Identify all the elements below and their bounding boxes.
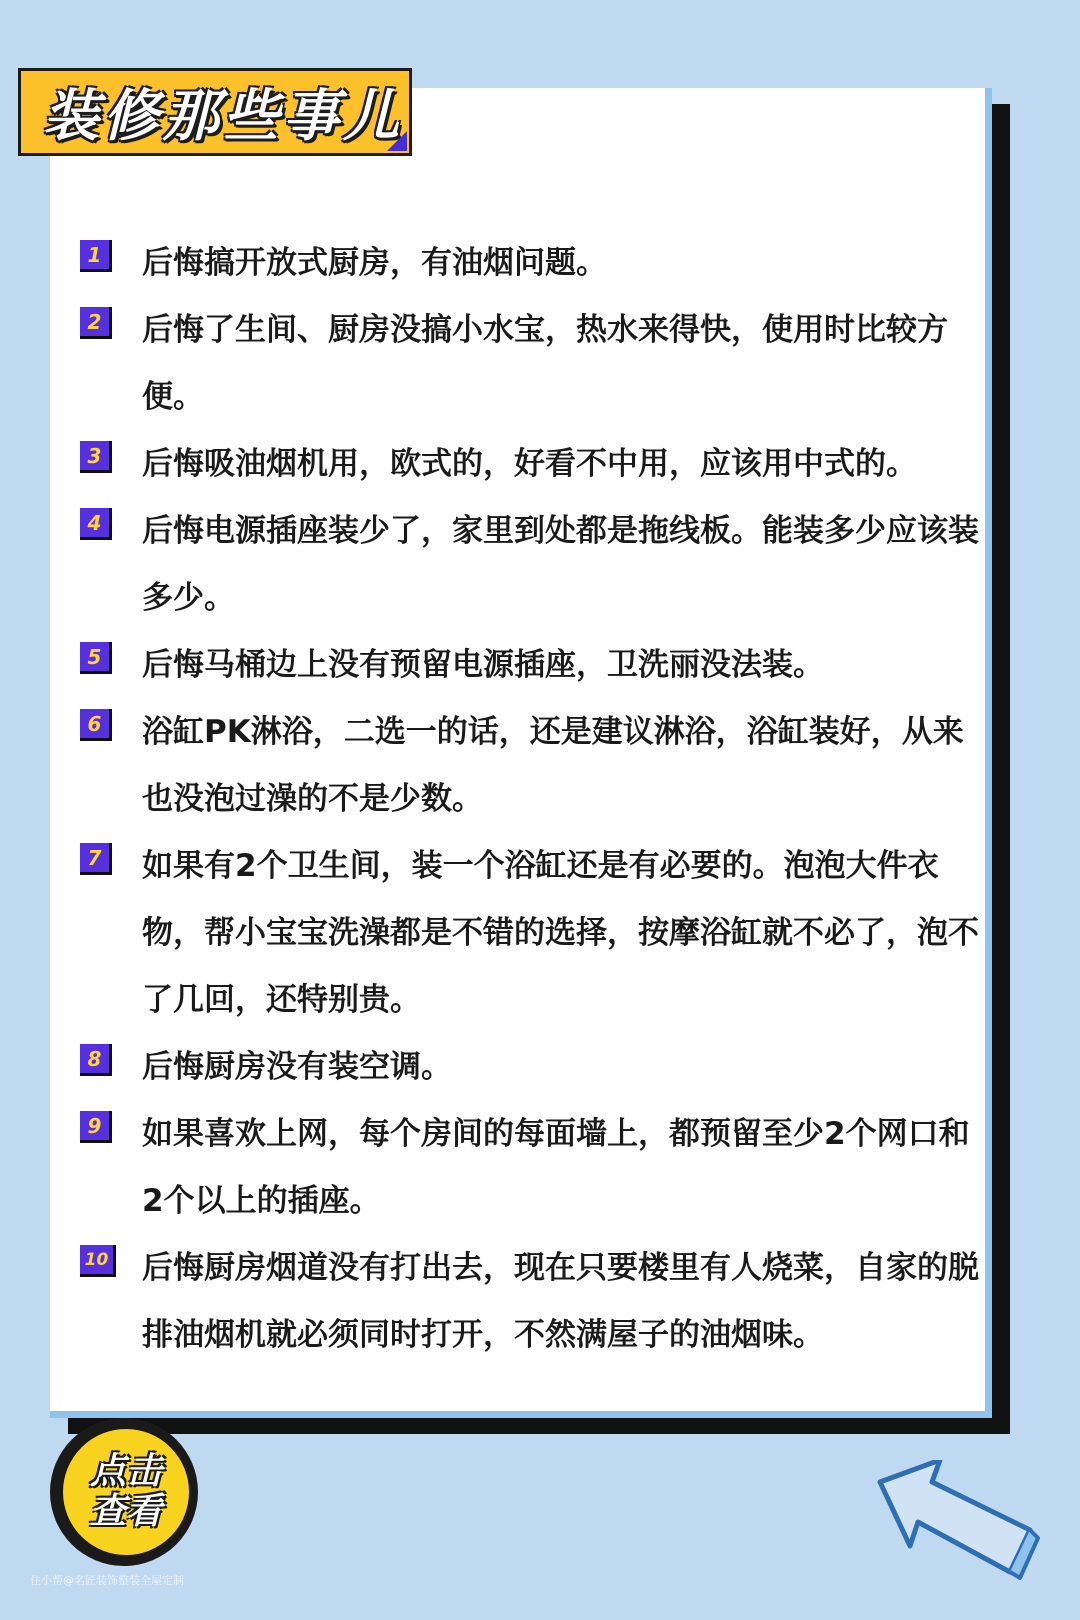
list-item [80, 297, 1000, 431]
list-item [80, 1034, 1000, 1101]
number-badge: 5 [80, 642, 112, 674]
list-item [80, 1235, 1000, 1369]
number-badge: 9 [80, 1111, 112, 1143]
arrow-icon [870, 1460, 1040, 1590]
page-title: 装修那些事儿 [43, 84, 403, 149]
list-item [80, 498, 1000, 632]
list-item-text: 后悔马桶边上没有预留电源插座，卫洗丽没法装。 [142, 647, 824, 683]
number-badge: 6 [80, 709, 112, 741]
tips-list [80, 230, 1000, 1369]
list-item [80, 632, 1000, 699]
list-item-text: 浴缸PK淋浴，二选一的话，还是建议淋浴，浴缸装好，从来也没泡过澡的不是少数。 [142, 714, 964, 817]
list-item [80, 833, 1000, 1034]
number-badge: 2 [80, 307, 112, 339]
number-badge: 3 [80, 441, 112, 473]
list-item [80, 230, 1000, 297]
number-badge: 1 [80, 240, 112, 272]
cta-line-2: 查看 [89, 1491, 162, 1532]
list-item-text: 如果喜欢上网，每个房间的每面墙上，都预留至少2个网口和2个以上的插座。 [142, 1116, 970, 1219]
list-item-text: 后悔搞开放式厨房，有油烟问题。 [142, 245, 607, 281]
number-badge: 8 [80, 1044, 112, 1076]
list-item [80, 1101, 1000, 1235]
title-banner [18, 68, 412, 156]
view-button[interactable] [60, 1426, 192, 1558]
cta-line-1: 点击 [89, 1451, 162, 1492]
number-badge: 4 [80, 508, 112, 540]
list-item [80, 699, 1000, 833]
number-badge: 7 [80, 843, 112, 875]
watermark: 住小帮@名匠装饰整装全屋定制 [30, 1574, 184, 1587]
list-item-text: 如果有2个卫生间，装一个浴缸还是有必要的。泡泡大件衣物，帮小宝宝洗澡都是不错的选择，按摩浴缸就不必了，泡不了几回，还特别贵。 [142, 848, 979, 1018]
list-item-text: 后悔厨房没有装空调。 [142, 1049, 452, 1085]
list-item-text: 后悔厨房烟道没有打出去，现在只要楼里有人烧菜，自家的脱排油烟机就必须同时打开，不然满屋子的油烟味。 [142, 1250, 979, 1353]
list-item-text: 后悔吸油烟机用，欧式的，好看不中用，应该用中式的。 [142, 446, 917, 482]
list-item [80, 431, 1000, 498]
corner-triangle-icon [387, 131, 407, 151]
list-item-text: 后悔了生间、厨房没搞小水宝，热水来得快，使用时比较方便。 [142, 312, 948, 415]
list-item-text: 后悔电源插座装少了，家里到处都是拖线板。能装多少应该装多少。 [142, 513, 979, 616]
number-badge: 10 [80, 1245, 116, 1277]
